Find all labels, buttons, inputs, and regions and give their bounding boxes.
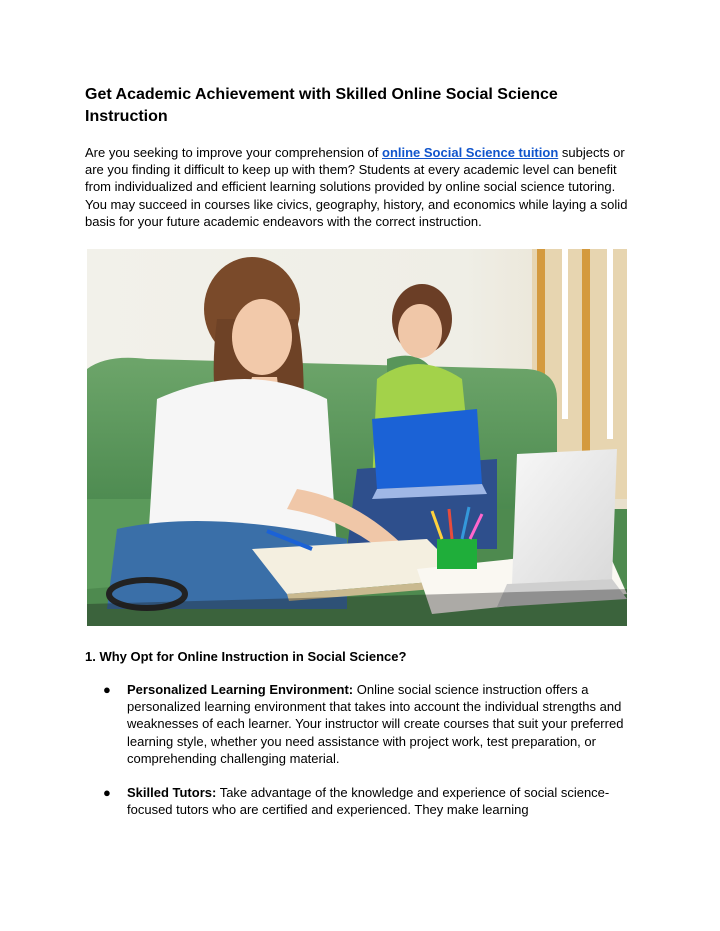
list-item [85, 681, 640, 767]
students-studying-photo [87, 249, 627, 626]
intro-paragraph [85, 144, 633, 230]
list-item [85, 784, 640, 818]
document-title: Get Academic Achievement with Skilled Online Social Science Instruction [85, 86, 558, 125]
reasons-list [85, 681, 640, 835]
bullet-icon: ● [103, 682, 111, 697]
list-item-text: Take advantage of the knowledge and experience of social science-focused tutors who are certified and experienced. They make learning [127, 785, 610, 818]
bullet-icon: ● [103, 785, 111, 801]
list-item-label: Skilled Tutors: [127, 785, 217, 801]
social-science-tuition-link[interactable]: online Social Science tuition [382, 145, 559, 160]
section-heading: 1. Why Opt for Online Instruction in Social Science? [85, 649, 407, 664]
intro-text-start: Are you seeking to improve your comprehension of [85, 145, 382, 160]
list-item-label: Personalized Learning Environment: [127, 682, 354, 697]
intro-text-end: subjects or are you finding it difficult to keep up with them? Students at every academic level can benefit from individualized and efficient learning solutions provided by online social science tutoring. You may succeed in courses like civics, geography, history, and economics while laying a solid basis for your future academic endeavors with the correct instruction. [85, 145, 628, 229]
list-item-text: Online social science instruction offers a personalized learning environment that takes into account the individual strengths and weaknesses of each learner. Your instructor will create courses that suit your preferred learning style, whether you need assistance with project work, test preparation, or comprehending challenging material. [127, 682, 624, 766]
